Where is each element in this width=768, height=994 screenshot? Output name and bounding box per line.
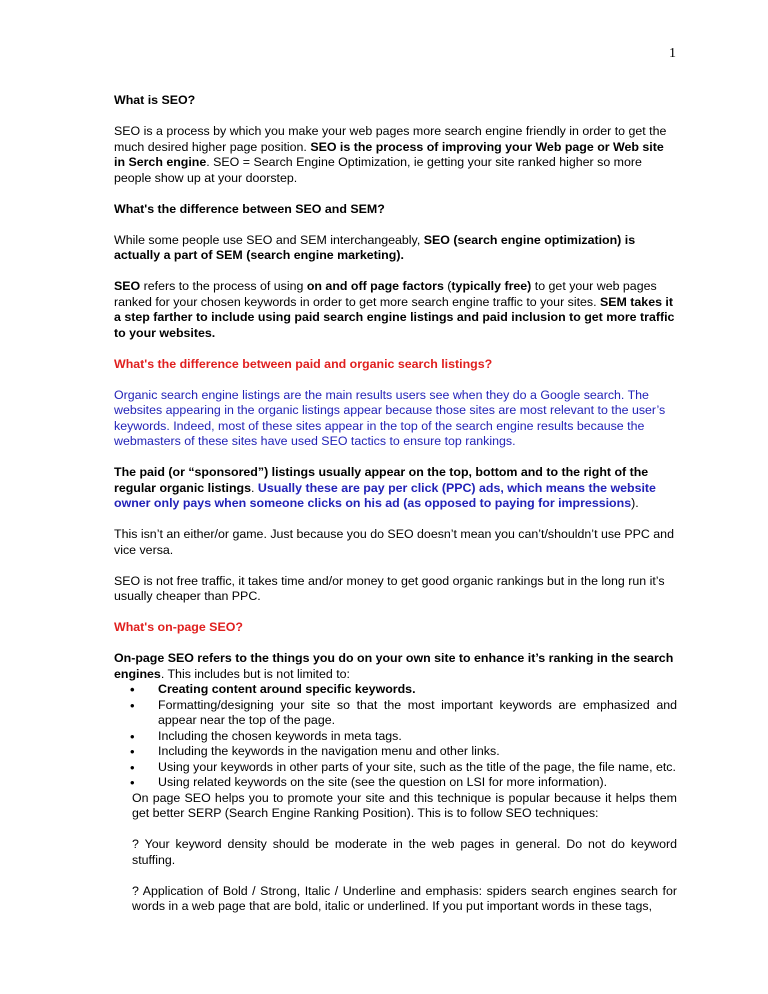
paragraph-keyword-density: ? Your keyword density should be moderate in the web pages in general. Do not do keyword stuffing. [132, 837, 677, 867]
paragraph-bold-italic: ? Application of Bold / Strong, Italic / Underline and emphasis: spiders search engines search for words in a web page that are bold, italic or underlined. If you put important words in these tags, [132, 883, 677, 913]
paragraph-paid-listings: The paid (or “sponsored”) listings usually appear on the top, bottom and to the right of the regular organic listings. Usually these are pay per click (PPC) ads, which means the website owner only pays when someone clicks on his ad (as opposed to paying for impressions). [114, 465, 656, 510]
list-item: • Using your keywords in other parts of your site, such as the title of the page, the file name, etc. [158, 760, 677, 776]
paragraph-on-page-intro: On-page SEO refers to the things you do on your own site to enhance it’s ranking in the search engines. This includes but is not limited to: [114, 651, 674, 681]
list-item: • Creating content around specific keywords. [158, 682, 677, 698]
heading-what-is-seo: What is SEO? [114, 93, 196, 107]
heading-on-page-seo: What's on-page SEO? [114, 620, 243, 634]
paragraph-either-or: This isn’t an either/or game. Just because you do SEO doesn’t mean you can’t/shouldn’t use PPC and vice versa. [114, 527, 674, 557]
list-item: • Formatting/designing your site so that the most important keywords are emphasized and appear near the top of the page. [158, 698, 677, 729]
on-page-list [114, 682, 677, 791]
paragraph-seo-sem-details: SEO refers to the process of using on and off page factors (typically free) to get your web pages ranked for your chosen keywords in order to get more search engine traffic to your sites. SEM takes it a step farther to include using paid search engine listings and paid inclusion to get more traffic to your websites. [114, 279, 675, 340]
document-body [114, 93, 677, 930]
page-number: 1 [669, 46, 676, 61]
paragraph-seo-definition: SEO is a process by which you make your web pages more search engine friendly in order to get the much desired higher page position. SEO is the process of improving your Web page or Web site in Serch engine. SEO = Search Engine Optimization, ie getting your site ranked higher so more people show up at your doorstep. [114, 124, 667, 185]
paragraph-organic-listings: Organic search engine listings are the main results users see when they do a Google search. The websites appearing in the organic listings appear because those sites are most relevant to the user’s keywords. Indeed, most of these sites appear in the top of the search engine results because the webmasters of these sites have used SEO tactics to ensure top rankings. [114, 387, 666, 448]
paragraph-not-free-traffic: SEO is not free traffic, it takes time and/or money to get good organic rankings but in the long run it’s usually cheaper than PPC. [114, 573, 665, 603]
paragraph-seo-sem-interchangeable: While some people use SEO and SEM interchangeably, SEO (search engine optimization) is actually a part of SEM (search engine marketing). [114, 232, 636, 262]
paragraph-on-page-benefit: On page SEO helps you to promote your site and this technique is popular because it helps them get better SERP (Search Engine Ranking Position). This is to follow SEO techniques: [132, 790, 677, 820]
list-item: • Using related keywords on the site (see the question on LSI for more information). [158, 775, 677, 791]
list-item: • Including the chosen keywords in meta tags. [158, 729, 677, 745]
heading-seo-vs-sem: What's the difference between SEO and SEM? [114, 201, 385, 216]
list-item: • Including the keywords in the navigation menu and other links. [158, 744, 677, 760]
heading-paid-vs-organic: What's the difference between paid and organic search listings? [114, 356, 493, 371]
